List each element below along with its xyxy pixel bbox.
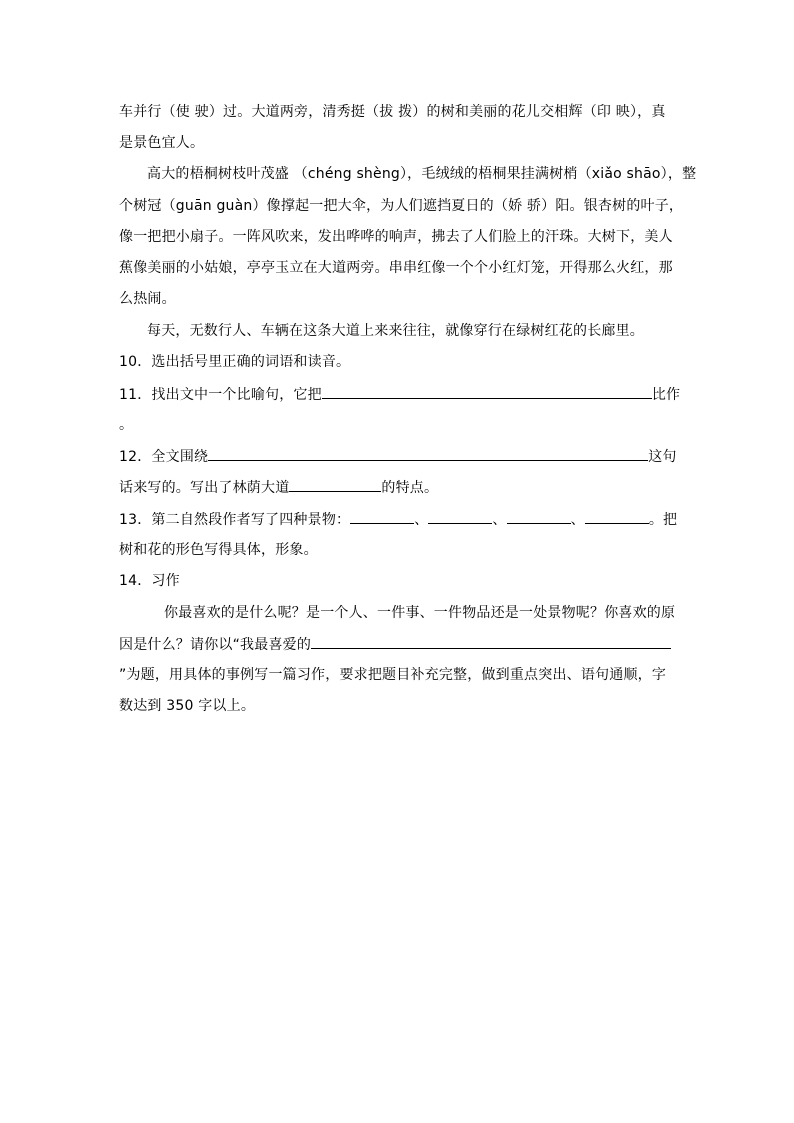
question-14-line-3: ”为题，用具体的事例写一篇习作，要求把题目补充完整，做到重点突出、语句通顺，字 [119,667,667,683]
question-13-end: 。把 [648,512,678,528]
question-12-line-2-text: 话来写的。写出了林荫大道 [119,480,290,496]
question-12-end: 的特点。 [381,480,439,496]
passage-paragraph-2-line-2: 个树冠（guān guàn）像撑起一把大伞，为人们遮挡夏日的（娇 骄）阳。银杏树的叶子， [119,198,684,214]
question-13 [119,509,677,530]
question-14-line-2 [119,634,671,655]
passage-paragraph-3-line-1: 每天，无数行人、车辆在这条大道上来来往往，就像穿行在绿树红花的长廊里。 [147,323,644,339]
question-13-sep-3: 、 [570,512,585,528]
question-13-blank-1[interactable] [350,509,414,524]
question-12-suffix: 这句 [648,449,677,465]
question-13-line-2: 树和花的形色写得具体，形象。 [119,542,318,558]
question-14-title-prompt: 因是什么？请你以“我最喜爱的 [119,637,312,653]
question-11-end: 。 [119,417,134,433]
question-13-blank-3[interactable] [507,509,571,524]
question-11 [119,384,680,405]
passage-paragraph-2-line-4: 蕉像美丽的小姑娘，亭亭玉立在大道两旁。串串红像一个个小红灯笼，开得那么火红，那 [119,260,673,276]
question-12 [119,446,677,467]
question-12-text: 12．全文围绕 [119,449,209,465]
question-14-line-1: 你最喜欢的是什么呢？是一个人、一件事、一件物品还是一处景物呢？你喜欢的原 [164,605,676,621]
passage-paragraph-2-line-1: 高大的梧桐树枝叶茂盛 （chéng shèng），毛绒绒的梧桐果挂满树梢（xiǎo shāo），整 [147,166,697,182]
question-11-answer-blank[interactable] [322,384,652,399]
passage-paragraph-2-line-3: 像一把把小扇子。一阵风吹来，发出哗哗的响声，拂去了人们脸上的汗珠。大树下，美人 [119,229,673,245]
question-13-sep-2: 、 [492,512,507,528]
question-12-line-2 [119,477,438,498]
question-14-title-blank[interactable] [311,634,671,649]
question-11-text: 11．找出文中一个比喻句，它把 [119,387,322,403]
question-12-answer-blank[interactable] [208,446,648,461]
question-10: 10．选出括号里正确的词语和读音。 [119,354,351,370]
passage-paragraph-1-line-2: 是景色宜人。 [119,135,205,151]
question-12-feature-blank[interactable] [289,477,381,492]
question-13-blank-4[interactable] [585,509,649,524]
question-14: 14．习作 [119,573,180,589]
question-14-line-4: 数达到 350 字以上。 [119,698,256,714]
passage-paragraph-1-line-1: 车并行（使 驶）过。大道两旁，清秀挺（拔 拨）的树和美丽的花儿交相辉（印 映），真 [119,104,666,120]
question-13-blank-2[interactable] [428,509,492,524]
question-11-compare: 比作 [651,387,681,403]
question-13-text: 13．第二自然段作者写了四种景物： [119,512,351,528]
question-13-sep-1: 、 [414,512,429,528]
passage-paragraph-2-line-5: 么热闹。 [119,291,176,307]
